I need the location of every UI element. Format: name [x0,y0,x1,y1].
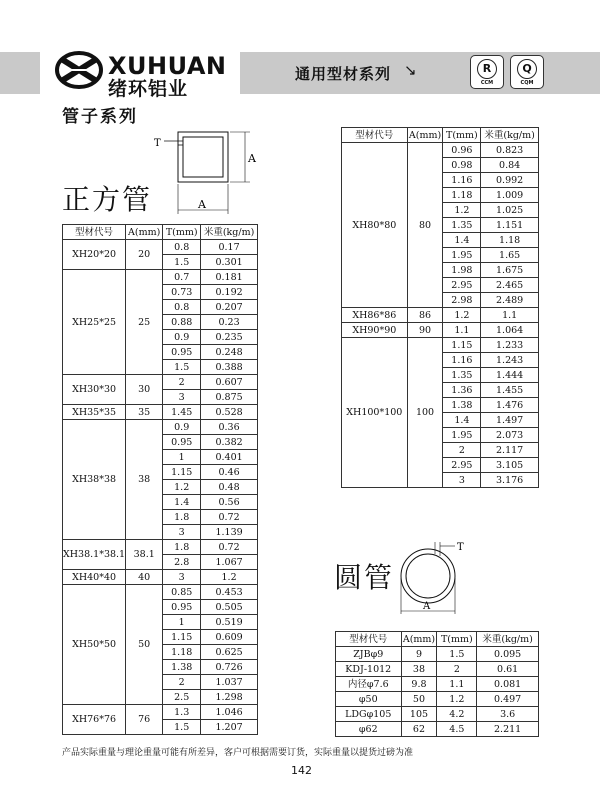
t-thickness-cell: 0.88 [163,315,201,330]
t-thickness-cell: 1.98 [443,263,481,278]
t-thickness-cell: 1.15 [163,465,201,480]
col-t-header: T(mm) [163,225,201,240]
table-row [63,375,258,390]
weight-cell: 0.17 [201,240,258,255]
col-weight-header: 米重(kg/m) [481,128,539,143]
t-thickness-cell: 3 [163,570,201,585]
t-thickness-cell: 1.8 [163,540,201,555]
weight-cell: 1.497 [481,413,539,428]
t-thickness-cell: 0.96 [443,143,481,158]
weight-cell: 0.301 [201,255,258,270]
a-dimension-cell: 20 [126,240,163,270]
weight-cell: 0.207 [201,300,258,315]
weight-cell: 0.61 [477,662,539,677]
round-tube-table [335,631,539,737]
profile-code-cell: XH35*35 [63,405,126,420]
a-dimension-cell: 90 [407,323,443,338]
t-thickness-cell: 0.8 [163,240,201,255]
weight-cell: 2.211 [477,722,539,737]
weight-cell: 1.064 [481,323,539,338]
t-thickness-cell: 2 [163,675,201,690]
weight-cell: 0.382 [201,435,258,450]
t-thickness-cell: 1.18 [163,645,201,660]
square-label-a-right: A [248,152,256,165]
weight-cell: 3.6 [477,707,539,722]
weight-cell: 0.497 [477,692,539,707]
table-row [342,323,539,338]
weight-cell: 2.489 [481,293,539,308]
weight-cell: 0.505 [201,600,258,615]
weight-cell: 1.207 [201,720,258,735]
col-t-header: T(mm) [443,128,481,143]
weight-cell: 0.519 [201,615,258,630]
weight-cell: 0.095 [477,647,539,662]
a-dimension-cell: 86 [407,308,443,323]
profile-code-cell: XH86*86 [342,308,408,323]
table-row [63,405,258,420]
t-thickness-cell: 1.5 [163,720,201,735]
a-dimension-cell: 9.8 [401,677,437,692]
col-weight-header: 米重(kg/m) [201,225,258,240]
table-row [336,707,539,722]
a-dimension-cell: 38.1 [126,540,163,570]
col-a-header: A(mm) [408,129,442,141]
round-tube-diagram [395,538,485,616]
t-thickness-cell: 0.95 [163,345,201,360]
profile-code-cell: XH80*80 [342,143,408,308]
profile-code-cell: XH20*20 [63,240,126,270]
t-thickness-cell: 0.95 [163,435,201,450]
weight-cell: 1.675 [481,263,539,278]
cert-ccm-symbol: R [477,59,497,79]
t-thickness-cell: 1 [163,615,201,630]
profile-code-cell: ZJBφ9 [336,647,402,662]
weight-cell: 0.72 [201,510,258,525]
weight-cell: 3.176 [481,473,539,488]
weight-cell: 1.298 [201,690,258,705]
t-thickness-cell: 1.1 [443,323,481,338]
a-dimension-cell: 50 [401,692,437,707]
col-a-header: A(mm) [402,633,436,645]
weight-cell: 0.401 [201,450,258,465]
weight-cell: 1.2 [201,570,258,585]
weight-cell: 1.046 [201,705,258,720]
profile-code-cell: XH76*76 [63,705,126,735]
weight-cell: 0.235 [201,330,258,345]
table-row [336,662,539,677]
round-tube-title: 圆管 [334,561,395,594]
weight-cell: 1.151 [481,218,539,233]
t-thickness-cell: 1.4 [443,233,481,248]
t-thickness-cell: 0.98 [443,158,481,173]
t-thickness-cell: 1.5 [163,360,201,375]
a-dimension-cell: 76 [126,705,163,735]
table-row [63,705,258,720]
table-row [63,240,258,255]
header-band [240,52,600,94]
t-thickness-cell: 1.18 [443,188,481,203]
t-thickness-cell: 1.35 [443,218,481,233]
profile-code-cell: LDGφ105 [336,707,402,722]
t-thickness-cell: 1.15 [163,630,201,645]
t-thickness-cell: 1.15 [443,338,481,353]
table-row [336,722,539,737]
t-thickness-cell: 3 [163,525,201,540]
t-thickness-cell: 1.2 [443,203,481,218]
weight-cell: 1.18 [481,233,539,248]
t-thickness-cell: 2 [437,662,477,677]
square-label-a-bottom: A [198,198,206,211]
t-thickness-cell: 1.1 [437,677,477,692]
weight-cell: 0.609 [201,630,258,645]
weight-cell: 0.823 [481,143,539,158]
col-weight-header: 米重(kg/m) [477,632,539,647]
t-thickness-cell: 0.85 [163,585,201,600]
weight-cell: 3.105 [481,458,539,473]
t-thickness-cell: 1.16 [443,173,481,188]
t-thickness-cell: 1.36 [443,383,481,398]
weight-cell: 1.476 [481,398,539,413]
weight-cell: 1.233 [481,338,539,353]
profile-code-cell: XH25*25 [63,270,126,375]
col-t-header: T(mm) [437,632,477,647]
t-thickness-cell: 1.95 [443,428,481,443]
t-thickness-cell: 1.3 [163,705,201,720]
t-thickness-cell: 3 [163,390,201,405]
t-thickness-cell: 2.98 [443,293,481,308]
table-row [63,540,258,555]
header-band-left [0,52,40,94]
weight-cell: 0.726 [201,660,258,675]
t-thickness-cell: 1.95 [443,248,481,263]
t-thickness-cell: 1.5 [437,647,477,662]
t-thickness-cell: 3 [443,473,481,488]
table-row [336,647,539,662]
a-dimension-cell: 25 [126,270,163,375]
profile-code-cell: φ62 [336,722,402,737]
t-thickness-cell: 0.9 [163,420,201,435]
t-thickness-cell: 1.35 [443,368,481,383]
round-label-a: A [423,601,431,612]
t-thickness-cell: 1.4 [443,413,481,428]
t-thickness-cell: 1.45 [163,405,201,420]
t-thickness-cell: 4.5 [437,722,477,737]
square-tube-table-right [341,127,539,488]
profile-code-cell: XH50*50 [63,585,126,705]
t-thickness-cell: 2.5 [163,690,201,705]
weight-cell: 1.1 [481,308,539,323]
weight-cell: 0.992 [481,173,539,188]
a-dimension-cell: 35 [126,405,163,420]
weight-cell: 0.72 [201,540,258,555]
table-row [342,338,539,353]
weight-cell: 0.625 [201,645,258,660]
weight-cell: 1.037 [201,675,258,690]
weight-cell: 2.117 [481,443,539,458]
table-row [63,585,258,600]
a-dimension-cell: 38 [401,662,437,677]
weight-cell: 0.84 [481,158,539,173]
weight-cell: 0.23 [201,315,258,330]
a-dimension-cell: 30 [126,375,163,405]
cert-ccm-badge [470,55,504,89]
weight-cell: 1.243 [481,353,539,368]
brand-name-cn: 绪环铝业 [108,78,189,100]
t-thickness-cell: 1.2 [437,692,477,707]
cert-ccm-label: CCM [480,80,494,86]
profile-code-cell: KDJ-1012 [336,662,402,677]
t-thickness-cell: 2 [163,375,201,390]
table-row [342,308,539,323]
weight-cell: 0.36 [201,420,258,435]
profile-code-cell: φ50 [336,692,402,707]
t-thickness-cell: 1.38 [443,398,481,413]
a-dimension-cell: 9 [401,647,437,662]
t-thickness-cell: 0.95 [163,600,201,615]
weight-cell: 0.607 [201,375,258,390]
a-dimension-cell: 100 [407,338,443,488]
weight-cell: 2.073 [481,428,539,443]
weight-cell: 1.65 [481,248,539,263]
t-thickness-cell: 0.8 [163,300,201,315]
t-thickness-cell: 1.8 [163,510,201,525]
profile-code-cell: XH38*38 [63,420,126,540]
t-thickness-cell: 1.2 [163,480,201,495]
weight-cell: 1.444 [481,368,539,383]
a-dimension-cell: 62 [401,722,437,737]
section-title: 管子系列 [62,107,138,127]
weight-cell: 1.455 [481,383,539,398]
cert-cqm-label: CQM [520,80,534,86]
cert-cqm-symbol: Q [517,59,537,79]
cert-cqm-badge [510,55,544,89]
t-thickness-cell: 0.9 [163,330,201,345]
profile-code-cell: XH38.1*38.1 [63,540,126,570]
t-thickness-cell: 0.7 [163,270,201,285]
t-thickness-cell: 4.2 [437,707,477,722]
series-title: 通用型材系列 [295,65,392,83]
profile-code-cell: XH30*30 [63,375,126,405]
col-code-header: 型材代号 [63,225,126,240]
xuhuan-logo-icon [55,50,103,90]
t-thickness-cell: 1 [163,450,201,465]
square-label-t: T [154,138,161,149]
a-dimension-cell: 40 [126,570,163,585]
footer-note: 产品实际重量与理论重量可能有所差异，客户可根据需要订货，实际重量以提货过磅为准 [62,748,414,758]
weight-cell: 0.453 [201,585,258,600]
weight-cell: 2.465 [481,278,539,293]
table-row [336,677,539,692]
weight-cell: 0.192 [201,285,258,300]
weight-cell: 0.48 [201,480,258,495]
col-code-header: 型材代号 [342,128,408,143]
t-thickness-cell: 2 [443,443,481,458]
weight-cell: 0.081 [477,677,539,692]
profile-code-cell: XH100*100 [342,338,408,488]
table-row [342,143,539,158]
t-thickness-cell: 2.95 [443,458,481,473]
arrow-icon: ↘ [404,61,417,79]
round-label-t: T [457,542,464,553]
square-tube-table-left [62,224,258,735]
weight-cell: 0.388 [201,360,258,375]
weight-cell: 1.139 [201,525,258,540]
t-thickness-cell: 0.73 [163,285,201,300]
table-row [63,270,258,285]
t-thickness-cell: 2.8 [163,555,201,570]
weight-cell: 1.067 [201,555,258,570]
a-dimension-cell: 105 [401,707,437,722]
weight-cell: 1.025 [481,203,539,218]
col-code-header: 型材代号 [336,632,402,647]
a-dimension-cell: 80 [407,143,443,308]
weight-cell: 0.875 [201,390,258,405]
t-thickness-cell: 1.4 [163,495,201,510]
profile-code-cell: XH90*90 [342,323,408,338]
a-dimension-cell: 38 [126,420,163,540]
page-number: 142 [291,764,312,777]
profile-code-cell: 内径φ7.6 [336,677,402,692]
weight-cell: 0.56 [201,495,258,510]
weight-cell: 0.46 [201,465,258,480]
square-tube-diagram [150,128,270,218]
brand-name-en: XUHUAN [108,52,227,80]
t-thickness-cell: 1.16 [443,353,481,368]
weight-cell: 1.009 [481,188,539,203]
t-thickness-cell: 1.5 [163,255,201,270]
t-thickness-cell: 1.2 [443,308,481,323]
t-thickness-cell: 2.95 [443,278,481,293]
a-dimension-cell: 50 [126,585,163,705]
weight-cell: 0.528 [201,405,258,420]
table-row [336,692,539,707]
table-row [63,570,258,585]
t-thickness-cell: 1.38 [163,660,201,675]
table-row [63,420,258,435]
square-tube-title: 正方管 [62,183,153,216]
weight-cell: 0.248 [201,345,258,360]
weight-cell: 0.181 [201,270,258,285]
col-a-header: A(mm) [126,225,163,240]
profile-code-cell: XH40*40 [63,570,126,585]
